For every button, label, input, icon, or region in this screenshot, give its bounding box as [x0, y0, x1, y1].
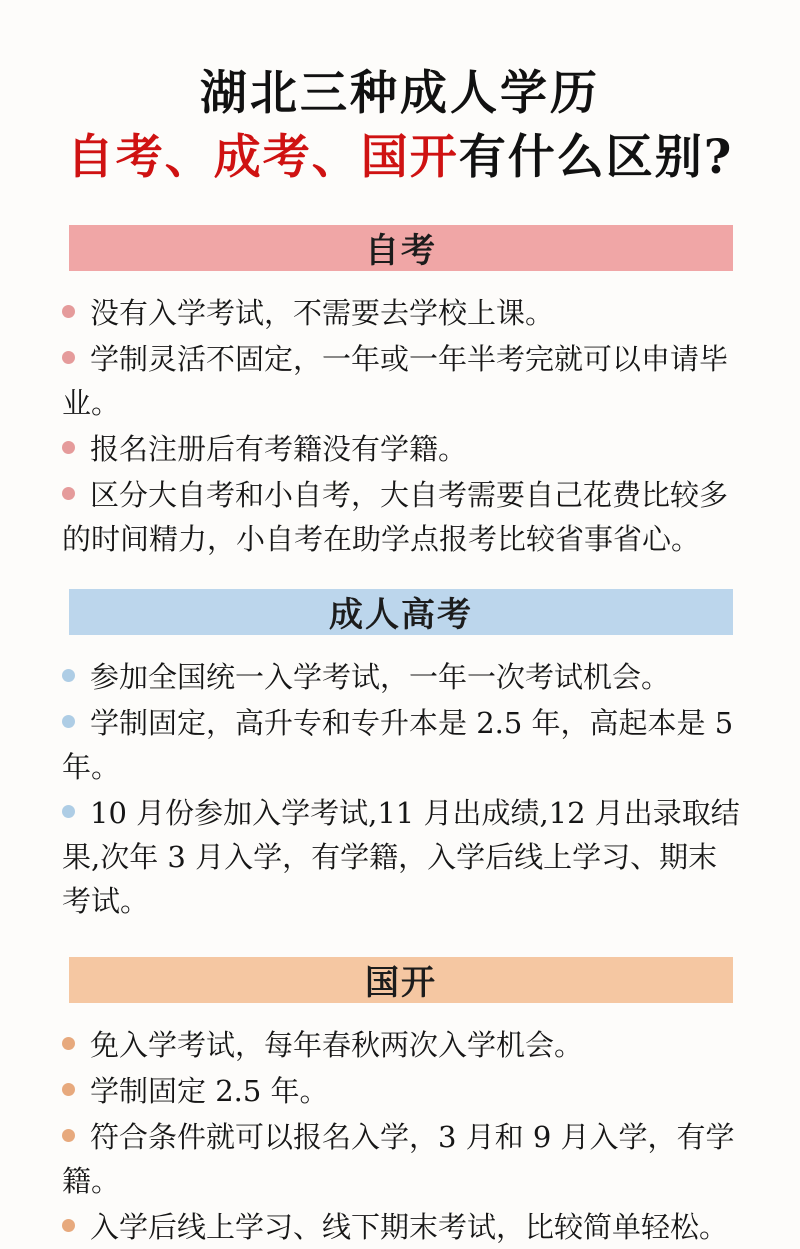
- bullet-dot-icon: [62, 1083, 75, 1096]
- list-item: [62, 655, 742, 699]
- section-header-chengkao: 成人高考: [69, 589, 733, 635]
- list-item-text: 学制固定 2.5 年。: [90, 1073, 329, 1108]
- bullet-dot-icon: [62, 669, 75, 682]
- bullet-dot-icon: [62, 715, 75, 728]
- list-item: [62, 1115, 742, 1203]
- list-item: [62, 791, 742, 923]
- list-item-text: 区分大自考和小自考，大自考需要自己花费比较多的时间精力，小自考在助学点报考比较省事省心。: [62, 477, 729, 556]
- list-item: [62, 1205, 742, 1249]
- list-item-text: 免入学考试，每年春秋两次入学机会。: [90, 1027, 584, 1062]
- list-item: [62, 1069, 742, 1113]
- bullet-dot-icon: [62, 1037, 75, 1050]
- bullet-dot-icon: [62, 805, 75, 818]
- list-item: [62, 1023, 742, 1067]
- list-item-text: 符合条件就可以报名入学，3 月和 9 月入学，有学籍。: [62, 1119, 735, 1198]
- bullet-dot-icon: [62, 487, 75, 500]
- page-title-line1: 湖北三种成人学历: [200, 66, 600, 121]
- section-header-zikao: 自考: [69, 225, 733, 271]
- list-item: [62, 473, 742, 561]
- section-list-chengkao: [58, 655, 742, 923]
- page-title-line2: [58, 130, 742, 186]
- list-item-text: 学制固定，高升专和专升本是 2.5 年，高起本是 5 年。: [62, 705, 734, 784]
- bullet-dot-icon: [62, 1219, 75, 1232]
- list-item-text: 学制灵活不固定，一年或一年半考完就可以申请毕业。: [62, 341, 729, 420]
- list-item-text: 报名注册后有考籍没有学籍。: [90, 431, 468, 466]
- bullet-dot-icon: [62, 1129, 75, 1142]
- section-list-guokai: [58, 1023, 742, 1249]
- list-item-text: 10 月份参加入学考试,11 月出成绩,12 月出录取结果,次年 3 月入学，有学籍，入学后线上学习、期末考试。: [62, 795, 740, 918]
- section-list-zikao: [58, 291, 742, 561]
- bullet-dot-icon: [62, 351, 75, 364]
- bullet-dot-icon: [62, 441, 75, 454]
- section-header-guokai: 国开: [69, 957, 733, 1003]
- bullet-dot-icon: [62, 305, 75, 318]
- list-item: [62, 337, 742, 425]
- list-item: [62, 291, 742, 335]
- list-item: [62, 701, 742, 789]
- page-title: [58, 0, 742, 187]
- list-item-text: 入学后线上学习、线下期末考试，比较简单轻松。: [90, 1209, 729, 1244]
- list-item-text: 参加全国统一入学考试，一年一次考试机会。: [90, 659, 671, 694]
- page-title-highlight: 自考、成考、国开: [66, 130, 459, 186]
- page-title-suffix: 有什么区别?: [458, 130, 734, 186]
- list-item: [62, 427, 742, 471]
- list-item-text: 没有入学考试，不需要去学校上课。: [90, 295, 555, 330]
